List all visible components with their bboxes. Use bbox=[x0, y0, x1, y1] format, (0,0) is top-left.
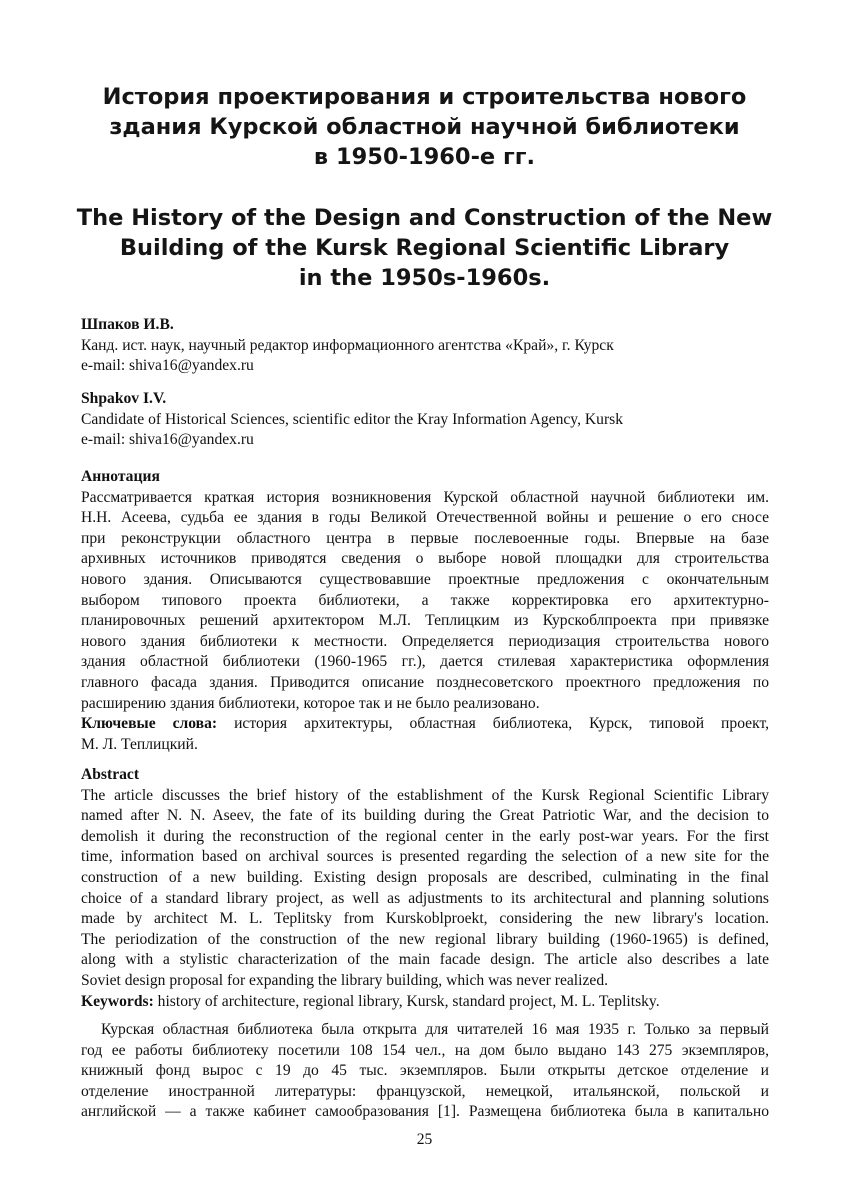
abstract-heading: Abstract bbox=[81, 766, 140, 783]
body-line: отделение иностранной литературы: французской, немецкой, итальянской, польской и bbox=[81, 1082, 769, 1100]
abstract-line: Soviet design proposal for expanding the library building, which was never realized. bbox=[81, 971, 609, 989]
annotation-line: архивных источников приводятся сведения о выборе новой площадки для строительства bbox=[81, 550, 769, 568]
author-position-ru: Канд. ист. наук, научный редактор информационного агентства «Край», г. Курск bbox=[81, 336, 614, 354]
annotation-line: нового здания библиотеки к местности. Определяется периодизация строительства нового bbox=[81, 632, 769, 650]
title-en-line: Building of the Kursk Regional Scientific Library bbox=[119, 235, 730, 261]
body-line: английской — а также кабинет самообразования [1]. Размещена библиотека была в капитально bbox=[81, 1103, 769, 1121]
annotation-heading: Аннотация bbox=[81, 468, 160, 485]
body-line: год ее работы библиотеку посетили 108 154 чел., на дом было выдано 143 275 экземпляров, bbox=[81, 1041, 769, 1059]
author-name-ru: Шпаков И.В. bbox=[81, 316, 174, 333]
abstract-line: named after N. N. Aseev, the fate of its building during the Great Patriotic War, and the decision to bbox=[81, 807, 769, 825]
keywords-text-ru: история архитектуры, областная библиотека, Курск, типовой проект, bbox=[217, 715, 769, 733]
annotation-line: при реконструкции областного центра в первые послевоенные годы. Впервые на базе bbox=[81, 529, 769, 547]
title-russian bbox=[60, 82, 789, 172]
author-position-en: Candidate of Historical Sciences, scientific editor the Kray Information Agency, Kursk bbox=[81, 410, 624, 428]
annotation-line: выбором типового проекта библиотеки, а также корректировка его архитектурно- bbox=[81, 591, 769, 609]
annotation-line: планировочных решений архитектором М.Л. Теплицким из Курскоблпроекта при привязке bbox=[81, 612, 769, 630]
author-block-en bbox=[81, 389, 769, 451]
keywords-text-en: history of architecture, regional library, Kursk, standard project, M. L. Teplitsky. bbox=[153, 992, 660, 1010]
body-line: Курская областная библиотека была открыта для читателей 16 мая 1935 г. Только за первый bbox=[101, 1021, 769, 1038]
annotation-line: Н.Н. Асеева, судьба ее здания в годы Великой Отечественной войны и решение о его сносе bbox=[81, 509, 769, 527]
title-ru-line: здания Курской областной научной библиотеки bbox=[109, 114, 740, 140]
abstract-line: demolish it during the reconstruction of the regional center in the early post-war years. For the first bbox=[81, 827, 769, 845]
keywords-label-ru: Ключевые слова: bbox=[81, 715, 218, 733]
annotation-line: здания областной библиотеки (1960-1965 гг.), дается стилевая характеристика оформления bbox=[81, 653, 769, 671]
title-en-line: The History of the Design and Construction of the New bbox=[76, 205, 773, 231]
title-en-line: in the 1950s-1960s. bbox=[298, 265, 551, 291]
author-email-en: e-mail: shiva16@yandex.ru bbox=[81, 431, 254, 449]
abstract-line: The periodization of the construction of the new regional library building (1960-1965) is defined, bbox=[81, 930, 769, 948]
author-name-en: Shpakov I.V. bbox=[81, 390, 167, 407]
annotation-section bbox=[81, 467, 769, 755]
annotation-keywords bbox=[81, 714, 769, 735]
annotation-keywords-cont: М. Л. Теплицкий. bbox=[81, 735, 198, 753]
title-ru-line: в 1950-1960-е гг. bbox=[313, 144, 536, 170]
annotation-line: расширению здания библиотеки, которое так и не было реализовано. bbox=[81, 694, 540, 712]
body-line: книжный фонд вырос с 19 до 45 тыс. экземпляров. Были открыты детское отделение и bbox=[81, 1062, 769, 1080]
page-number: 25 bbox=[416, 1131, 433, 1148]
abstract-keywords bbox=[81, 992, 769, 1013]
author-block-ru bbox=[81, 315, 769, 377]
annotation-line: главного фасада здания. Приводится описание позднесоветского проектного предложения по bbox=[81, 673, 769, 691]
author-email-ru: e-mail: shiva16@yandex.ru bbox=[81, 357, 254, 375]
keywords-label-en: Keywords: bbox=[81, 992, 154, 1010]
abstract-line: time, information based on archival sources is presented regarding the selection of a new site for the bbox=[81, 848, 769, 866]
abstract-line: The article discusses the brief history of the establishment of the Kursk Regional Scientific Library bbox=[81, 786, 769, 804]
abstract-line: construction of a new building. Existing design proposals are described, culminating in the final bbox=[81, 868, 769, 886]
abstract-section bbox=[81, 765, 769, 1012]
title-ru-line: История проектирования и строительства нового bbox=[102, 84, 747, 110]
abstract-line: along with a stylistic characterization of the main facade design. The article also describes a late bbox=[81, 951, 769, 969]
abstract-line: made by architect M. L. Teplitsky from Kurskoblproekt, considering the new library's location. bbox=[81, 910, 769, 928]
abstract-line: choice of a standard library project, as well as adjustments to its architectural and planning solutions bbox=[81, 889, 769, 907]
annotation-line: нового здания. Описываются существовавшие проектные предложения с окончательным bbox=[81, 570, 769, 588]
body-text bbox=[81, 1020, 769, 1123]
title-english bbox=[60, 203, 789, 293]
annotation-line: Рассматривается краткая история возникновения Курской областной научной библиотеки им. bbox=[81, 488, 769, 506]
